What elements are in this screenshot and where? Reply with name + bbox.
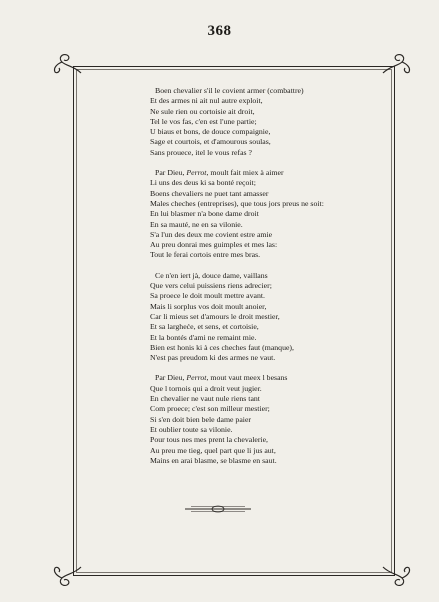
poem-line-text: Que vers celui puissiens riens adrecier; bbox=[150, 281, 272, 291]
poem-line bbox=[150, 148, 375, 158]
poem-line-text: En lui blasmer n'a bone dame droit bbox=[150, 209, 259, 219]
poem-line-text: N'est pas preudom ki des armes ne vaut. bbox=[150, 353, 276, 363]
poem-line bbox=[150, 281, 375, 291]
corner-flourish-icon bbox=[52, 52, 82, 74]
poem-line bbox=[150, 322, 375, 332]
poem-line-text: Car li mieus set d'amours le droit mestier, bbox=[150, 311, 280, 321]
poem-line bbox=[150, 230, 375, 240]
poem-line-text: Que l tornois qui a droit veut jugier. bbox=[150, 383, 262, 393]
corner-flourish-icon bbox=[52, 566, 82, 588]
poem-line-text: Par Dieu, bbox=[155, 373, 187, 383]
poem-line bbox=[150, 353, 375, 363]
poem-line-text: En chevalier ne vaut nule riens tant bbox=[150, 394, 260, 404]
poem-line-text: Et des armes ni ait nul autre exploit, bbox=[150, 96, 263, 106]
poem-line bbox=[150, 137, 375, 147]
poem-line-text: Sage et courtois, et d'amourous soulas, bbox=[150, 137, 271, 147]
poem-line bbox=[150, 456, 375, 466]
poem-line bbox=[150, 250, 375, 260]
poem-line bbox=[150, 384, 375, 394]
poem-stanza bbox=[150, 373, 375, 466]
poem-line-text: Mais li sorplus vos doit moult anoier, bbox=[150, 301, 267, 311]
section-end-ornament-icon bbox=[183, 502, 253, 516]
poem-line bbox=[150, 86, 375, 96]
poem-line-text: Et la bontés d'ami ne remaint mie. bbox=[150, 332, 257, 342]
poem-text bbox=[150, 86, 375, 476]
poem-line-text: Com proece; c'est son milleur mestier; bbox=[150, 404, 270, 414]
poem-line-text: Mains en arai blasme, se blasme en saut. bbox=[150, 455, 277, 465]
poem-line-text: Et sa largheće, et sens, et cortoisie, bbox=[150, 322, 259, 332]
poem-line-text: Tout le ferai cortois entre mes bras. bbox=[150, 250, 261, 260]
poem-line bbox=[150, 189, 375, 199]
poem-line bbox=[150, 394, 375, 404]
poem-line bbox=[150, 343, 375, 353]
poem-line-text: Sans prouece, itel le vous refas ? bbox=[150, 147, 252, 157]
poem-stanza bbox=[150, 168, 375, 261]
poem-line bbox=[150, 168, 375, 178]
poem-line-text: U biaus et bons, de douce compaignie, bbox=[150, 127, 271, 137]
poem-line bbox=[150, 446, 375, 456]
poem-line-text: Boen chevalier s'il le covient armer (combattre) bbox=[155, 86, 304, 95]
poem-line-text: Pour tous nes mes prent la chevalerie, bbox=[150, 435, 269, 445]
poem-line bbox=[150, 96, 375, 106]
poem-line bbox=[150, 220, 375, 230]
poem-stanza bbox=[150, 86, 375, 158]
page-number: 368 bbox=[207, 23, 232, 39]
corner-flourish-icon bbox=[382, 52, 412, 74]
poem-line-text: Ne sule rien ou cortoisie ait droit, bbox=[150, 106, 255, 116]
poem-line bbox=[150, 117, 375, 127]
poem-line bbox=[150, 425, 375, 435]
poem-line-text: Bien est honis ki à ces cheches faut (manque), bbox=[150, 342, 294, 352]
poem-line bbox=[150, 107, 375, 117]
poem-line-text: Par Dieu, bbox=[155, 168, 187, 178]
speaker-name: Perrot bbox=[186, 373, 207, 383]
poem-line bbox=[150, 127, 375, 137]
poem-line-text: Tel le vos fas, c'en est l'une partie; bbox=[150, 116, 257, 126]
poem-line-text: S'a l'un des deux me covient estre amie bbox=[150, 229, 273, 239]
poem-line-text: , mout vaut meex l besans bbox=[206, 373, 288, 383]
poem-line bbox=[150, 373, 375, 383]
poem-line-text: , moult fait miex à aimer bbox=[206, 168, 284, 178]
poem-line bbox=[150, 178, 375, 188]
poem-line bbox=[150, 209, 375, 219]
poem-line-text: Ce n'en iert jà, douce dame, vaillans bbox=[155, 270, 268, 280]
poem-line bbox=[150, 240, 375, 250]
poem-line-text: Et oublier toute sa vilonie. bbox=[150, 424, 233, 434]
poem-line bbox=[150, 199, 375, 209]
poem-line-text: Si s'en doit bien bele dame paier bbox=[150, 414, 252, 424]
poem-line-text: Li uns des deus ki sa bonté reçoit; bbox=[150, 178, 256, 188]
poem-line bbox=[150, 312, 375, 322]
poem-line bbox=[150, 291, 375, 301]
poem-line-text: En sa mauté, ne en sa vilonie. bbox=[150, 219, 243, 229]
poem-line bbox=[150, 415, 375, 425]
poem-line bbox=[150, 333, 375, 343]
poem-line-text: Boens chevaliers ne puet tant amasser bbox=[150, 188, 269, 198]
corner-flourish-icon bbox=[382, 566, 412, 588]
poem-line-text: Males cheches (entreprises), que tous jors preus ne soit: bbox=[150, 198, 324, 208]
poem-stanza bbox=[150, 271, 375, 364]
poem-line-text: Sa proece le doit moult mettre avant. bbox=[150, 291, 265, 301]
poem-line-text: Au preu donrai mes guimples et mes las: bbox=[150, 240, 278, 250]
poem-line bbox=[150, 271, 375, 281]
poem-line bbox=[150, 404, 375, 414]
poem-line bbox=[150, 435, 375, 445]
speaker-name: Perrot bbox=[186, 168, 207, 178]
poem-line-text: Au preu me tieg, quel part que li jus aut, bbox=[150, 445, 276, 455]
poem-line bbox=[150, 302, 375, 312]
